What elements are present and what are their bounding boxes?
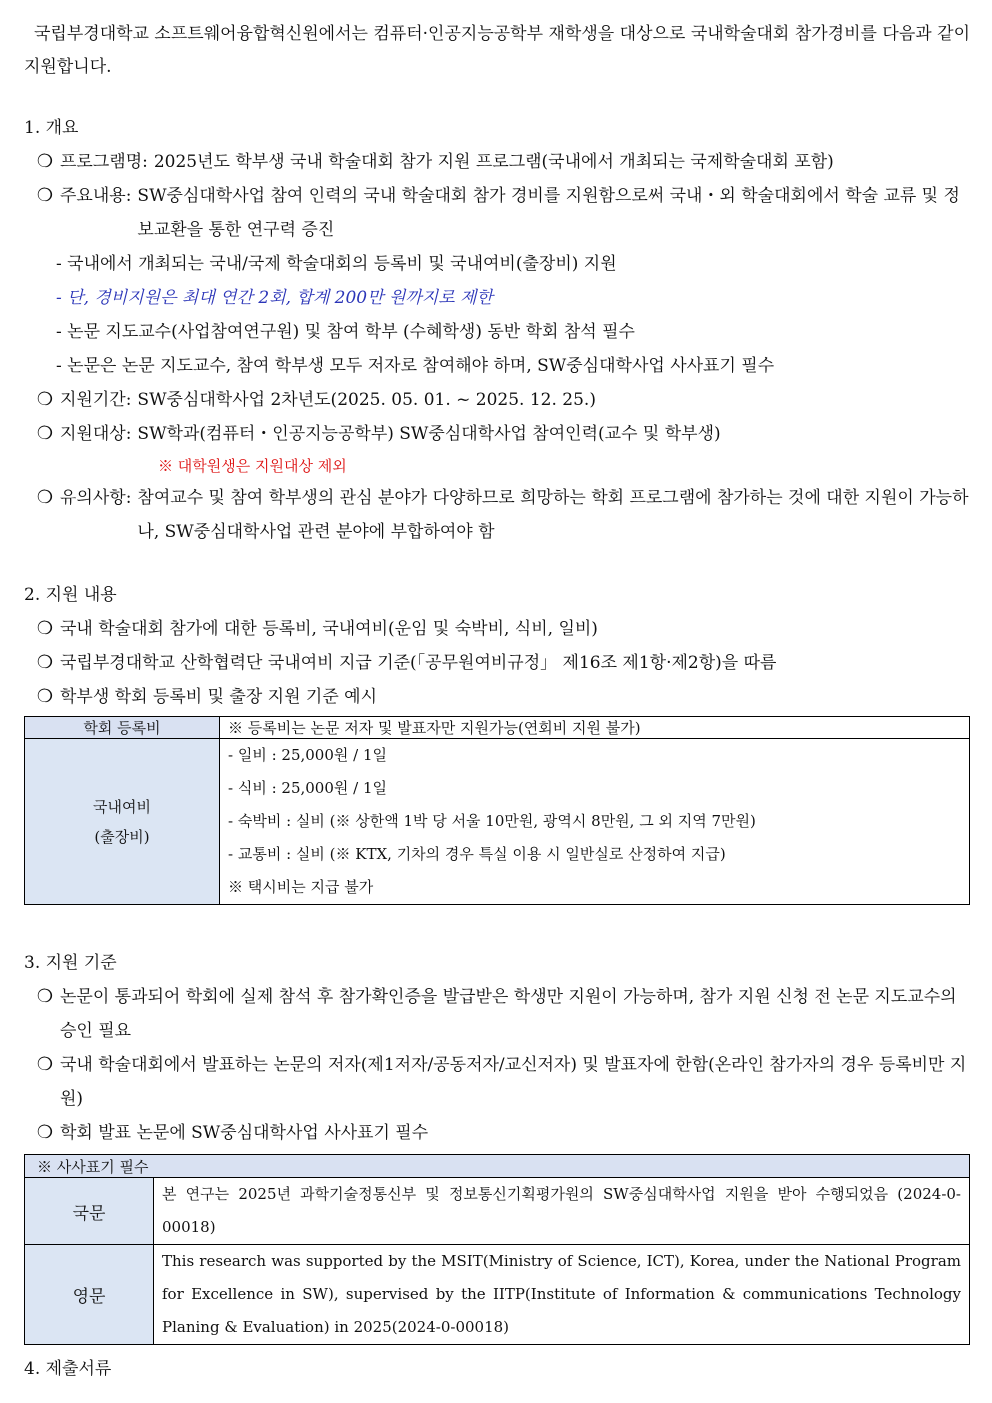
acknowledgement-table — [24, 1154, 970, 1345]
korean-acknowledgement: 본 연구는 2025년 과학기술정통신부 및 정보통신기획평가원의 SW중심대학사업 지원을 받아 수행되었음 (2024-0-00018) — [154, 1178, 970, 1245]
travel-label-sub: (출장비) — [94, 827, 150, 846]
support-item-1 — [24, 612, 970, 646]
transport-allowance: - 교통비 : 실비 (※ KTX, 기차의 경우 특실 이용 시 일반실로 산정하여 지급) — [228, 845, 726, 863]
table-row — [25, 1155, 970, 1178]
bullet-icon: ❍ — [36, 487, 54, 508]
bullet-icon: ❍ — [36, 185, 54, 206]
criteria-item-1 — [24, 980, 970, 1048]
criteria-item-3 — [24, 1116, 970, 1150]
content-sub-1: - 국내에서 개최되는 국내/국제 학술대회의 등록비 및 국내여비(출장비) 지원 — [56, 254, 617, 274]
table-row — [25, 717, 970, 739]
overview-target — [24, 417, 970, 451]
bullet-icon: ❍ — [36, 986, 54, 1007]
target-label: 지원대상: — [60, 424, 132, 444]
bullet-icon: ❍ — [36, 652, 54, 673]
intro-paragraph: 국립부경대학교 소프트웨어융합혁신원에서는 컴퓨터·인공지능공학부 재학생을 대상으로 국내학술대회 참가경비를 다음과 같이 지원합니다. — [24, 24, 970, 77]
support-criteria-table — [24, 716, 970, 905]
support-item-1-text: 국내 학술대회 참가에 대한 등록비, 국내여비(운임 및 숙박비, 식비, 일비) — [60, 619, 598, 639]
table-row — [25, 739, 970, 905]
criteria-item-2-text: 국내 학술대회에서 발표하는 논문의 저자(제1저자/공동저자/교신저자) 및 발표자에 한함(온라인 참가자의 경우 등록비만 지원) — [60, 1055, 967, 1109]
korean-label: 국문 — [25, 1178, 154, 1245]
target-value: SW학과(컴퓨터・인공지능공학부) SW중심대학사업 참여인력(교수 및 학부생) — [137, 424, 721, 444]
caution-value: 참여교수 및 참여 학부생의 관심 분야가 다양하므로 희망하는 학회 프로그램에 참가하는 것에 대한 지원이 가능하나, SW중심대학사업 관련 분야에 부합하여야 함 — [137, 488, 969, 542]
daily-allowance: - 일비 : 25,000원 / 1일 — [228, 746, 388, 764]
content-value: SW중심대학사업 참여 인력의 국내 학술대회 참가 경비를 지원함으로써 국내・외 학술대회에서 학술 교류 및 정보교환을 통한 연구력 증진 — [137, 186, 960, 240]
section-2-heading: 2. 지원 내용 — [24, 585, 117, 605]
period-value: SW중심대학사업 2차년도(2025. 05. 01. ~ 2025. 12. 25.) — [137, 390, 596, 410]
table-row — [25, 1245, 970, 1345]
bullet-icon: ❍ — [36, 423, 54, 444]
content-sub-4: - 논문은 논문 지도교수, 참여 학부생 모두 저자로 참여해야 하며, SW중심대학사업 사사표기 필수 — [56, 356, 775, 376]
content-label: 주요내용: — [60, 186, 132, 206]
content-sub-3: - 논문 지도교수(사업참여연구원) 및 참여 학부 (수혜학생) 동반 학회 참석 필수 — [56, 322, 635, 342]
bullet-icon: ❍ — [36, 151, 54, 172]
bullet-icon: ❍ — [36, 686, 54, 707]
bullet-icon: ❍ — [36, 1054, 54, 1075]
document-page — [24, 18, 970, 1386]
section-4-heading: 4. 제출서류 — [24, 1359, 112, 1379]
lodging-allowance: - 숙박비 : 실비 (※ 상한액 1박 당 서울 10만원, 광역시 8만원, 그 외 지역 7만원) — [228, 812, 756, 830]
period-label: 지원기간: — [60, 390, 132, 410]
registration-label: 학회 등록비 — [25, 717, 220, 739]
support-item-2-text: 국립부경대학교 산학협력단 국내여비 지급 기준(「공무원여비규정」 제16조 제1항·제2항)을 따름 — [60, 653, 777, 673]
section-3-heading: 3. 지원 기준 — [24, 953, 117, 973]
overview-caution — [24, 481, 970, 549]
english-label: 영문 — [25, 1245, 154, 1345]
english-acknowledgement: This research was supported by the MSIT(Ministry of Science, ICT), Korea, under the National Program for Excellence in SW), supervised by the IITP(Institute of Information & communications Technology Planing & Evaluation) in 2025(2024-0-00018) — [154, 1245, 970, 1345]
registration-value: ※ 등록비는 논문 저자 및 발표자만 지원가능(연회비 지원 불가) — [220, 717, 970, 739]
overview-program — [24, 145, 970, 179]
section-1-heading: 1. 개요 — [24, 118, 79, 138]
bullet-icon: ❍ — [36, 1122, 54, 1143]
criteria-item-3-text: 학회 발표 논문에 SW중심대학사업 사사표기 필수 — [60, 1123, 429, 1143]
travel-details-cell — [220, 739, 970, 905]
program-value: 2025년도 학부생 국내 학술대회 참가 지원 프로그램(국내에서 개최되는 국제학술대회 포함) — [153, 152, 834, 172]
overview-period — [24, 383, 970, 417]
acknowledgement-title: ※ 사사표기 필수 — [25, 1155, 970, 1178]
table-row — [25, 1178, 970, 1245]
support-item-3-text: 학부생 학회 등록비 및 출장 지원 기준 예시 — [60, 687, 378, 707]
taxi-note: ※ 택시비는 지급 불가 — [228, 878, 374, 896]
meal-allowance: - 식비 : 25,000원 / 1일 — [228, 779, 388, 797]
travel-label: 국내여비 — [93, 797, 151, 816]
caution-label: 유의사항: — [60, 488, 132, 508]
support-item-2 — [24, 646, 970, 680]
criteria-item-1-text: 논문이 통과되어 학회에 실제 참석 후 참가확인증을 발급받은 학생만 지원이 가능하며, 참가 지원 신청 전 논문 지도교수의 승인 필요 — [60, 987, 957, 1041]
criteria-item-2 — [24, 1048, 970, 1116]
overview-content — [24, 179, 970, 247]
bullet-icon: ❍ — [36, 618, 54, 639]
bullet-icon: ❍ — [36, 389, 54, 410]
content-sub-2-limit: - 단, 경비지원은 최대 연간 2회, 합계 200만 원까지로 제한 — [56, 288, 493, 308]
target-note: ※ 대학원생은 지원대상 제외 — [158, 457, 347, 475]
travel-label-cell — [25, 739, 220, 905]
program-label: 프로그램명: — [60, 152, 148, 172]
support-item-3 — [24, 680, 970, 714]
